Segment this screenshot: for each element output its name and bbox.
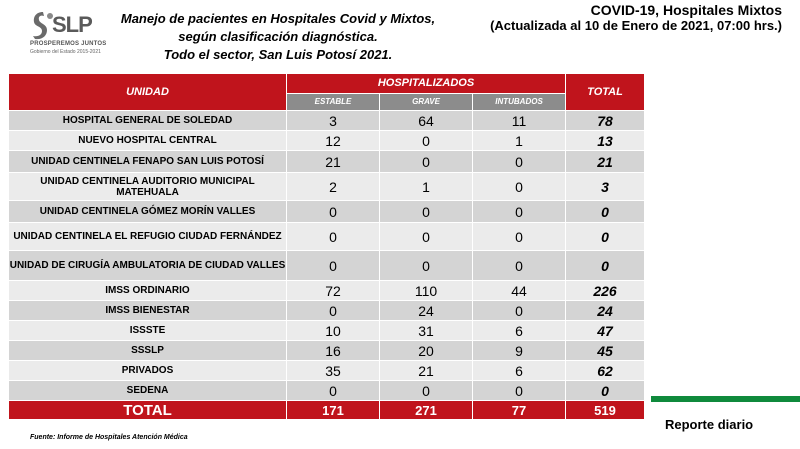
table-row — [9, 381, 645, 401]
row-total: 0 — [566, 381, 645, 401]
row-intubados: 6 — [473, 321, 566, 341]
row-total: 0 — [566, 251, 645, 281]
row-intubados: 1 — [473, 131, 566, 151]
table-row — [9, 111, 645, 131]
row-total: 78 — [566, 111, 645, 131]
report-title: COVID-19, Hospitales Mixtos — [590, 2, 782, 18]
row-intubados: 0 — [473, 201, 566, 223]
row-grave: 31 — [380, 321, 473, 341]
row-total: 21 — [566, 151, 645, 173]
row-total: 13 — [566, 131, 645, 151]
row-estable: 0 — [287, 381, 380, 401]
row-intubados: 0 — [473, 223, 566, 251]
row-total: 45 — [566, 341, 645, 361]
source-note: Fuente: Informe de Hospitales Atención Médica — [30, 434, 188, 441]
totals-row — [9, 401, 645, 420]
subtitle-line-2: según clasificación diagnóstica. — [178, 29, 378, 44]
row-grave: 0 — [380, 151, 473, 173]
row-estable: 0 — [287, 201, 380, 223]
row-total: 47 — [566, 321, 645, 341]
table-row — [9, 301, 645, 321]
row-unidad: IMSS ORDINARIO — [9, 281, 287, 301]
row-unidad: HOSPITAL GENERAL DE SOLEDAD — [9, 111, 287, 131]
report-heading — [490, 2, 782, 34]
table-row — [9, 281, 645, 301]
row-unidad: UNIDAD CENTINELA EL REFUGIO CIUDAD FERNÁNDEZ — [9, 223, 287, 251]
row-unidad: UNIDAD CENTINELA GÓMEZ MORÍN VALLES — [9, 201, 287, 223]
totals-label: TOTAL — [9, 401, 287, 420]
row-estable: 21 — [287, 151, 380, 173]
row-intubados: 0 — [473, 173, 566, 201]
row-unidad: SSSLP — [9, 341, 287, 361]
row-unidad: IMSS BIENESTAR — [9, 301, 287, 321]
col-hospitalizados: HOSPITALIZADOS — [287, 74, 566, 94]
row-grave: 0 — [380, 251, 473, 281]
row-grave: 20 — [380, 341, 473, 361]
row-total: 3 — [566, 173, 645, 201]
row-estable: 12 — [287, 131, 380, 151]
row-estable: 35 — [287, 361, 380, 381]
row-total: 24 — [566, 301, 645, 321]
table-row — [9, 251, 645, 281]
totals-grave: 271 — [380, 401, 473, 420]
row-grave: 0 — [380, 223, 473, 251]
row-estable: 2 — [287, 173, 380, 201]
col-total: TOTAL — [566, 74, 645, 111]
row-grave: 21 — [380, 361, 473, 381]
logo-government: Gobierno del Estado 2015-2021 — [30, 49, 101, 55]
subtitle-line-1: Manejo de pacientes en Hospitales Covid y Mixtos, — [120, 11, 436, 26]
row-grave: 0 — [380, 201, 473, 223]
row-intubados: 44 — [473, 281, 566, 301]
col-unidad: UNIDAD — [9, 74, 287, 111]
row-unidad: NUEVO HOSPITAL CENTRAL — [9, 131, 287, 151]
row-estable: 16 — [287, 341, 380, 361]
row-intubados: 0 — [473, 301, 566, 321]
green-accent-bar — [651, 396, 800, 402]
table-row — [9, 223, 645, 251]
row-total: 0 — [566, 201, 645, 223]
row-unidad: ISSSTE — [9, 321, 287, 341]
row-estable: 10 — [287, 321, 380, 341]
row-intubados: 11 — [473, 111, 566, 131]
subtitle-line-3: Todo el sector, San Luis Potosí 2021. — [163, 47, 393, 62]
slp-logo — [30, 10, 110, 55]
logo-slogan: PROSPEREMOS JUNTOS — [30, 41, 107, 47]
col-intubados: INTUBADOS — [473, 93, 566, 110]
totals-total: 519 — [566, 401, 645, 420]
row-total: 62 — [566, 361, 645, 381]
row-total: 0 — [566, 223, 645, 251]
row-estable: 72 — [287, 281, 380, 301]
logo-text: SLP — [52, 12, 92, 37]
table-row — [9, 201, 645, 223]
row-unidad: SEDENA — [9, 381, 287, 401]
row-estable: 0 — [287, 301, 380, 321]
table-row — [9, 151, 645, 173]
row-grave: 24 — [380, 301, 473, 321]
row-total: 226 — [566, 281, 645, 301]
row-estable: 3 — [287, 111, 380, 131]
table-row — [9, 173, 645, 201]
table-row — [9, 341, 645, 361]
row-unidad: PRIVADOS — [9, 361, 287, 381]
report-subtitle — [108, 10, 448, 64]
row-intubados: 9 — [473, 341, 566, 361]
col-estable: ESTABLE — [287, 93, 380, 110]
reporte-diario-label: Reporte diario — [665, 417, 754, 432]
row-grave: 0 — [380, 381, 473, 401]
report-updated: (Actualizada al 10 de Enero de 2021, 07:00 hrs.) — [490, 18, 782, 33]
row-intubados: 0 — [473, 251, 566, 281]
row-intubados: 0 — [473, 381, 566, 401]
row-intubados: 0 — [473, 151, 566, 173]
col-grave: GRAVE — [380, 93, 473, 110]
table-row — [9, 131, 645, 151]
table-row — [9, 321, 645, 341]
row-grave: 110 — [380, 281, 473, 301]
hospital-table — [8, 73, 645, 420]
row-grave: 64 — [380, 111, 473, 131]
row-intubados: 6 — [473, 361, 566, 381]
row-unidad: UNIDAD CENTINELA AUDITORIO MUNICIPAL MATEHUALA — [9, 173, 287, 201]
row-unidad: UNIDAD CENTINELA FENAPO SAN LUIS POTOSÍ — [9, 151, 287, 173]
row-grave: 0 — [380, 131, 473, 151]
table-row — [9, 361, 645, 381]
row-unidad: UNIDAD DE CIRUGÍA AMBULATORIA DE CIUDAD VALLES — [9, 251, 287, 281]
totals-estable: 171 — [287, 401, 380, 420]
totals-intubados: 77 — [473, 401, 566, 420]
row-estable: 0 — [287, 223, 380, 251]
row-estable: 0 — [287, 251, 380, 281]
row-grave: 1 — [380, 173, 473, 201]
